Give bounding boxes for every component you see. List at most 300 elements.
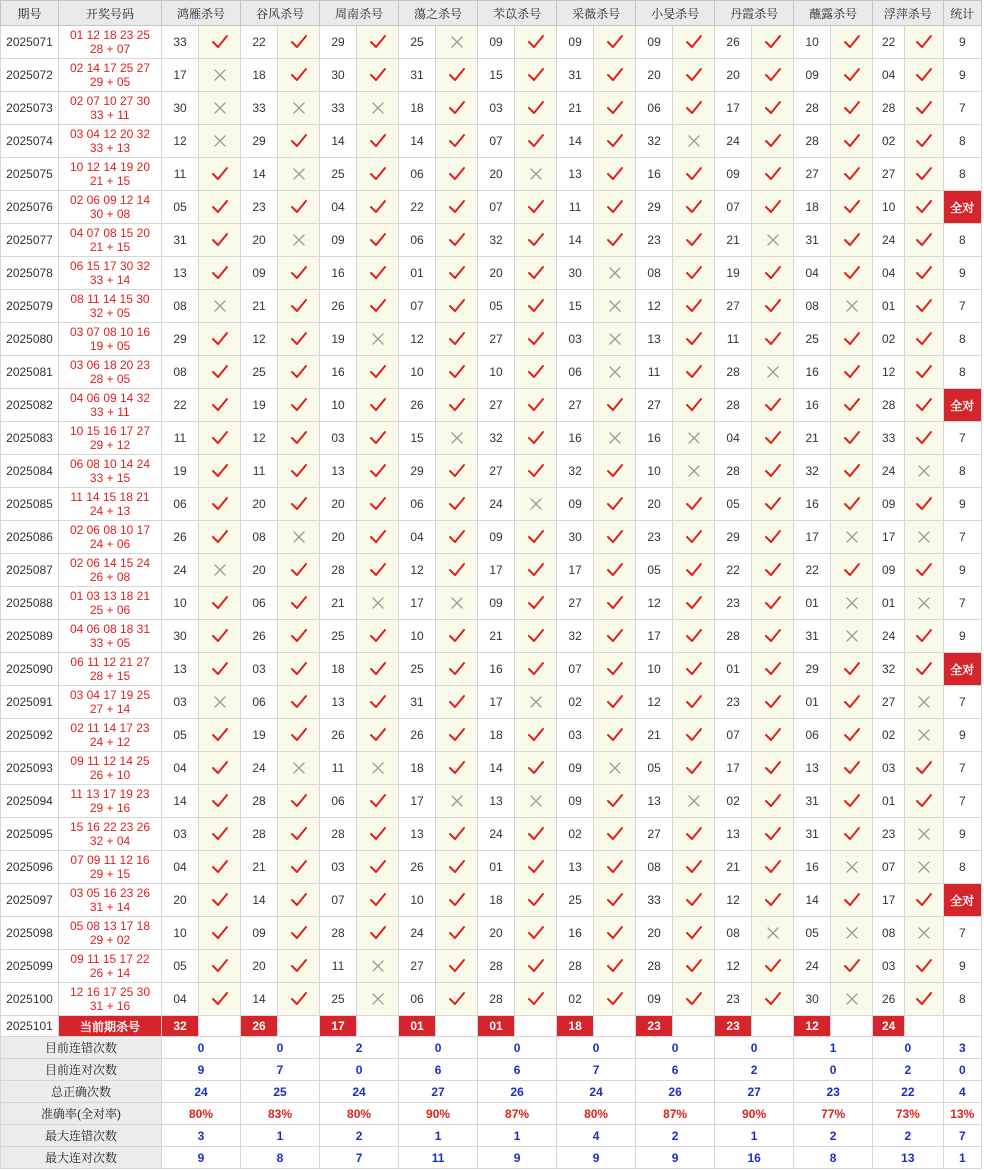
hit-mark-cell — [594, 818, 636, 851]
hit-mark-cell — [673, 389, 715, 422]
kill-number-cell: 09 — [794, 59, 831, 92]
check-icon — [764, 133, 782, 149]
check-icon — [448, 364, 466, 380]
cross-icon — [608, 332, 622, 346]
kill-number-cell: 04 — [873, 59, 905, 92]
kill-number-cell: 22 — [241, 26, 278, 59]
check-icon — [369, 166, 387, 182]
check-icon — [448, 133, 466, 149]
hit-mark-cell — [278, 785, 320, 818]
kill-number-cell: 22 — [794, 554, 831, 587]
hit-mark-cell — [594, 620, 636, 653]
hit-mark-cell — [673, 323, 715, 356]
hit-mark-cell — [357, 290, 399, 323]
hit-mark-cell — [515, 224, 557, 257]
cross-icon — [845, 530, 859, 544]
kill-number-cell: 17 — [399, 587, 436, 620]
miss-mark-cell — [278, 158, 320, 191]
kill-number-cell: 09 — [636, 26, 673, 59]
kill-number-cell: 20 — [478, 257, 515, 290]
kill-number-cell: 17 — [478, 686, 515, 719]
kill-number-cell: 14 — [478, 752, 515, 785]
miss-mark-cell — [199, 554, 241, 587]
table-row — [1, 488, 982, 521]
kill-number-cell: 31 — [557, 59, 594, 92]
hit-mark-cell — [357, 257, 399, 290]
cross-icon — [529, 167, 543, 181]
check-icon — [764, 727, 782, 743]
stat-cell: 7 — [943, 785, 981, 818]
kill-number-cell: 01 — [794, 587, 831, 620]
hit-mark-cell — [831, 323, 873, 356]
kill-number-cell: 13 — [478, 785, 515, 818]
summary-value: 23 — [794, 1081, 873, 1103]
hit-mark-cell — [515, 983, 557, 1016]
draw-bonus-line: 21 + 15 — [89, 174, 131, 188]
kill-number-cell: 28 — [715, 389, 752, 422]
hit-mark-cell — [594, 158, 636, 191]
table-row — [1, 554, 982, 587]
kill-number-cell: 27 — [478, 389, 515, 422]
hit-mark-cell — [199, 752, 241, 785]
stat-cell: 7 — [943, 686, 981, 719]
hit-mark-cell — [515, 917, 557, 950]
stat-cell: 9 — [943, 818, 981, 851]
draw-numbers-cell — [59, 785, 162, 818]
miss-mark-cell — [831, 917, 873, 950]
issue-cell: 2025087 — [1, 554, 59, 587]
summary-value: 0 — [794, 1059, 873, 1081]
check-icon — [369, 232, 387, 248]
check-icon — [606, 232, 624, 248]
issue-cell: 2025092 — [1, 719, 59, 752]
check-icon — [448, 694, 466, 710]
table-row — [1, 653, 982, 686]
check-icon — [290, 892, 308, 908]
kill-number-cell: 31 — [794, 620, 831, 653]
hit-mark-cell — [278, 587, 320, 620]
check-icon — [606, 628, 624, 644]
draw-numbers-cell — [59, 488, 162, 521]
check-icon — [685, 166, 703, 182]
current-kill-number: 18 — [557, 1016, 594, 1037]
draw-numbers-line: 15 16 22 23 26 — [69, 820, 151, 834]
kill-number-cell: 10 — [873, 191, 905, 224]
check-icon — [527, 661, 545, 677]
kill-number-cell: 27 — [478, 323, 515, 356]
check-icon — [527, 463, 545, 479]
draw-numbers-line: 04 07 08 15 20 — [69, 226, 151, 240]
kill-number-cell: 27 — [715, 290, 752, 323]
check-icon — [290, 727, 308, 743]
kill-number-cell: 10 — [399, 620, 436, 653]
kill-number-cell: 02 — [557, 818, 594, 851]
stat-cell: 7 — [943, 752, 981, 785]
draw-numbers-line: 06 11 12 21 27 — [70, 655, 150, 669]
check-icon — [211, 859, 229, 875]
header-row — [1, 1, 982, 26]
hit-mark-cell — [594, 950, 636, 983]
check-icon — [764, 463, 782, 479]
hit-mark-cell — [436, 752, 478, 785]
kill-number-cell: 28 — [478, 950, 515, 983]
check-icon — [211, 760, 229, 776]
hit-mark-cell — [515, 92, 557, 125]
hit-mark-cell — [905, 191, 943, 224]
draw-numbers-line: 09 11 15 17 22 — [70, 952, 150, 966]
check-icon — [764, 595, 782, 611]
kill-number-cell: 20 — [241, 554, 278, 587]
draw-bonus-line: 26 + 08 — [89, 570, 131, 584]
hit-mark-cell — [357, 620, 399, 653]
kill-number-cell: 26 — [873, 983, 905, 1016]
summary-value: 1 — [399, 1125, 478, 1147]
draw-numbers-cell — [59, 26, 162, 59]
kill-number-cell: 04 — [399, 521, 436, 554]
table-row — [1, 884, 982, 917]
check-icon — [527, 562, 545, 578]
summary-value: 90% — [399, 1103, 478, 1125]
hit-mark-cell — [905, 356, 943, 389]
kill-number-cell: 25 — [320, 983, 357, 1016]
hit-mark-cell — [905, 554, 943, 587]
check-icon — [290, 859, 308, 875]
check-icon — [843, 727, 861, 743]
check-icon — [448, 892, 466, 908]
stat-cell: 9 — [943, 59, 981, 92]
kill-number-cell: 09 — [478, 521, 515, 554]
check-icon — [606, 34, 624, 50]
summary-value: 8 — [794, 1147, 873, 1169]
kill-number-cell: 28 — [873, 92, 905, 125]
check-icon — [606, 793, 624, 809]
summary-stat: 0 — [943, 1059, 981, 1081]
check-icon — [764, 298, 782, 314]
draw-numbers-line: 03 04 17 19 25 — [69, 688, 151, 702]
check-icon — [843, 826, 861, 842]
kill-number-cell: 22 — [873, 26, 905, 59]
hit-mark-cell — [752, 653, 794, 686]
cross-icon — [766, 365, 780, 379]
summary-value: 9 — [636, 1147, 715, 1169]
hit-mark-cell — [752, 521, 794, 554]
hit-mark-cell — [673, 92, 715, 125]
check-icon — [915, 958, 933, 974]
hit-mark-cell — [905, 257, 943, 290]
draw-bonus-line: 33 + 11 — [90, 108, 130, 122]
table-row — [1, 26, 982, 59]
issue-cell: 2025077 — [1, 224, 59, 257]
hit-mark-cell — [199, 191, 241, 224]
check-icon — [764, 430, 782, 446]
miss-mark-cell — [905, 719, 943, 752]
check-icon — [764, 331, 782, 347]
kill-number-cell: 04 — [794, 257, 831, 290]
kill-number-cell: 27 — [636, 389, 673, 422]
kill-number-cell: 26 — [241, 620, 278, 653]
hit-mark-cell — [199, 257, 241, 290]
kill-number-cell: 04 — [162, 851, 199, 884]
hit-mark-cell — [199, 785, 241, 818]
summary-value: 25 — [241, 1081, 320, 1103]
check-icon — [448, 826, 466, 842]
draw-numbers-cell — [59, 356, 162, 389]
check-icon — [764, 694, 782, 710]
check-icon — [369, 727, 387, 743]
hit-mark-cell — [357, 125, 399, 158]
check-icon — [843, 958, 861, 974]
check-icon — [843, 397, 861, 413]
kill-number-cell: 03 — [478, 92, 515, 125]
check-icon — [915, 991, 933, 1007]
summary-value: 6 — [636, 1059, 715, 1081]
stat-cell: 全对 — [943, 191, 981, 224]
kill-number-cell: 09 — [636, 983, 673, 1016]
summary-value: 90% — [715, 1103, 794, 1125]
cross-icon — [917, 530, 931, 544]
issue-cell: 2025093 — [1, 752, 59, 785]
draw-numbers-cell — [59, 587, 162, 620]
summary-value: 8 — [241, 1147, 320, 1169]
hit-mark-cell — [673, 554, 715, 587]
cross-icon — [766, 233, 780, 247]
kill-number-cell: 01 — [715, 653, 752, 686]
kill-number-cell: 16 — [636, 422, 673, 455]
current-issue-cell: 2025101 — [1, 1016, 59, 1037]
summary-value: 77% — [794, 1103, 873, 1125]
kill-number-cell: 10 — [478, 356, 515, 389]
kill-number-cell: 25 — [399, 653, 436, 686]
miss-mark-cell — [199, 59, 241, 92]
current-kill-number: 32 — [162, 1016, 199, 1037]
kill-number-cell: 03 — [320, 851, 357, 884]
kill-number-cell: 24 — [873, 224, 905, 257]
summary-value: 83% — [241, 1103, 320, 1125]
draw-numbers-cell — [59, 389, 162, 422]
check-icon — [685, 727, 703, 743]
kill-number-cell: 10 — [320, 389, 357, 422]
miss-mark-cell — [594, 752, 636, 785]
cross-icon — [917, 860, 931, 874]
check-icon — [915, 34, 933, 50]
miss-mark-cell — [515, 686, 557, 719]
kill-number-cell: 01 — [794, 686, 831, 719]
kill-number-cell: 14 — [557, 125, 594, 158]
hit-mark-cell — [752, 26, 794, 59]
kill-number-cell: 06 — [557, 356, 594, 389]
check-icon — [915, 364, 933, 380]
kill-number-cell: 16 — [794, 851, 831, 884]
cross-icon — [845, 992, 859, 1006]
draw-numbers-cell — [59, 92, 162, 125]
summary-value: 0 — [557, 1037, 636, 1059]
kill-number-cell: 16 — [320, 356, 357, 389]
miss-mark-cell — [673, 125, 715, 158]
miss-mark-cell — [278, 224, 320, 257]
miss-mark-cell — [199, 92, 241, 125]
check-icon — [527, 199, 545, 215]
hit-mark-cell — [357, 884, 399, 917]
kill-number-cell: 08 — [636, 257, 673, 290]
current-kill-number: 23 — [636, 1016, 673, 1037]
stat-cell: 8 — [943, 158, 981, 191]
hit-mark-cell — [199, 917, 241, 950]
stat-cell: 全对 — [943, 389, 981, 422]
summary-value: 9 — [478, 1147, 557, 1169]
check-icon — [764, 859, 782, 875]
kill-number-cell: 03 — [320, 422, 357, 455]
kill-number-cell: 12 — [873, 356, 905, 389]
kill-number-cell: 08 — [636, 851, 673, 884]
hit-mark-cell — [515, 455, 557, 488]
hit-mark-cell — [594, 785, 636, 818]
check-icon — [369, 496, 387, 512]
kill-number-cell: 03 — [873, 752, 905, 785]
hit-mark-cell — [436, 686, 478, 719]
kill-number-cell: 03 — [241, 653, 278, 686]
issue-cell: 2025081 — [1, 356, 59, 389]
check-icon — [369, 562, 387, 578]
kill-number-cell: 25 — [241, 356, 278, 389]
hit-mark-cell — [831, 785, 873, 818]
check-icon — [211, 463, 229, 479]
hit-mark-cell — [673, 257, 715, 290]
check-icon — [764, 760, 782, 776]
hit-mark-cell — [905, 950, 943, 983]
kill-number-cell: 21 — [715, 224, 752, 257]
table-row — [1, 785, 982, 818]
kill-number-cell: 17 — [557, 554, 594, 587]
cross-icon — [608, 299, 622, 313]
hit-mark-cell — [436, 620, 478, 653]
stat-cell: 9 — [943, 719, 981, 752]
check-icon — [448, 298, 466, 314]
table-row — [1, 719, 982, 752]
check-icon — [448, 628, 466, 644]
kill-number-cell: 12 — [636, 686, 673, 719]
table-row — [1, 521, 982, 554]
kill-number-cell: 21 — [478, 620, 515, 653]
check-icon — [764, 34, 782, 50]
hit-mark-cell — [905, 323, 943, 356]
kill-number-cell: 28 — [715, 455, 752, 488]
kill-number-cell: 22 — [162, 389, 199, 422]
check-icon — [606, 892, 624, 908]
kill-number-cell: 21 — [241, 851, 278, 884]
miss-mark-cell — [357, 587, 399, 620]
hit-mark-cell — [515, 59, 557, 92]
hit-mark-cell — [594, 455, 636, 488]
kill-number-cell: 24 — [873, 620, 905, 653]
hit-mark-cell — [515, 884, 557, 917]
kill-number-cell: 02 — [873, 125, 905, 158]
hit-mark-cell — [831, 191, 873, 224]
check-icon — [685, 892, 703, 908]
kill-number-cell: 33 — [873, 422, 905, 455]
summary-stat: 13% — [943, 1103, 981, 1125]
kill-number-cell: 09 — [557, 488, 594, 521]
miss-mark-cell — [436, 26, 478, 59]
hit-mark-cell — [199, 587, 241, 620]
cross-icon — [687, 794, 701, 808]
check-icon — [915, 166, 933, 182]
check-icon — [915, 628, 933, 644]
kill-number-cell: 30 — [557, 257, 594, 290]
hit-mark-cell — [278, 620, 320, 653]
draw-bonus-line: 31 + 16 — [89, 999, 131, 1013]
check-icon — [448, 100, 466, 116]
stat-cell: 7 — [943, 521, 981, 554]
kill-number-cell: 28 — [557, 950, 594, 983]
draw-numbers-cell — [59, 290, 162, 323]
hit-mark-cell — [905, 389, 943, 422]
summary-value: 3 — [162, 1125, 241, 1147]
kill-number-cell: 26 — [399, 389, 436, 422]
hit-mark-cell — [357, 59, 399, 92]
kill-number-cell: 11 — [715, 323, 752, 356]
summary-label: 总正确次数 — [1, 1081, 162, 1103]
kill-number-cell: 18 — [478, 719, 515, 752]
kill-number-cell: 10 — [636, 653, 673, 686]
summary-row — [1, 1103, 982, 1125]
miss-mark-cell — [673, 455, 715, 488]
miss-mark-cell — [752, 917, 794, 950]
check-icon — [685, 298, 703, 314]
check-icon — [448, 958, 466, 974]
hit-mark-cell — [594, 884, 636, 917]
hit-mark-cell — [357, 686, 399, 719]
cross-icon — [450, 431, 464, 445]
hit-mark-cell — [515, 26, 557, 59]
kill-number-cell: 13 — [715, 818, 752, 851]
draw-bonus-line: 33 + 11 — [90, 405, 130, 419]
current-kill-label: 当前期杀号 — [59, 1016, 162, 1037]
draw-numbers-line: 11 13 17 19 23 — [70, 787, 150, 801]
header-predictor: 蘸露杀号 — [794, 1, 873, 26]
draw-bonus-line: 21 + 15 — [89, 240, 131, 254]
table-row — [1, 290, 982, 323]
check-icon — [606, 397, 624, 413]
hit-mark-cell — [831, 455, 873, 488]
hit-mark-cell — [436, 257, 478, 290]
cross-icon — [213, 134, 227, 148]
kill-number-cell: 23 — [715, 587, 752, 620]
draw-numbers-cell — [59, 224, 162, 257]
check-icon — [290, 34, 308, 50]
stat-cell: 全对 — [943, 884, 981, 917]
hit-mark-cell — [594, 521, 636, 554]
check-icon — [290, 430, 308, 446]
hit-mark-cell — [436, 653, 478, 686]
kill-number-cell: 29 — [715, 521, 752, 554]
hit-mark-cell — [357, 422, 399, 455]
check-icon — [843, 100, 861, 116]
summary-value: 27 — [399, 1081, 478, 1103]
kill-number-cell: 28 — [715, 620, 752, 653]
kill-number-cell: 28 — [320, 818, 357, 851]
check-icon — [369, 892, 387, 908]
table-row — [1, 389, 982, 422]
kill-number-cell: 11 — [241, 455, 278, 488]
kill-number-cell: 24 — [873, 455, 905, 488]
issue-cell: 2025076 — [1, 191, 59, 224]
kill-number-cell: 10 — [636, 455, 673, 488]
kill-number-cell: 14 — [241, 158, 278, 191]
issue-cell: 2025078 — [1, 257, 59, 290]
draw-bonus-line: 26 + 10 — [89, 768, 131, 782]
check-icon — [685, 925, 703, 941]
kill-number-cell: 18 — [399, 752, 436, 785]
